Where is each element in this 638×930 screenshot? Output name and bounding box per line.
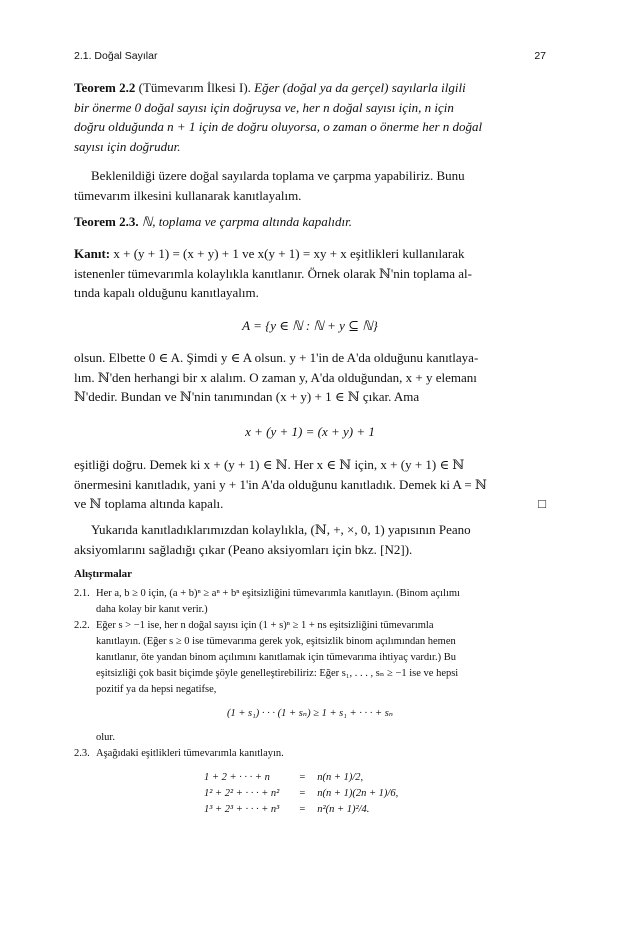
exercise-2-1-line-2: daha kolay bir kanıt verir.): [96, 604, 208, 615]
exercise-2-2-line-3: kanıtlanır, öte yandan binom açılımını kanıtlamak için tümevarıma ihtiyaç vardır.) Bu: [96, 652, 456, 663]
paragraph-2: [74, 520, 546, 559]
exercise-2-2-after-text: olur.: [96, 732, 115, 743]
proof-label: Kanıt:: [74, 246, 111, 261]
running-header: [74, 50, 546, 62]
equation-associativity: x + (y + 1) = (x + y) + 1: [245, 424, 375, 439]
identity-lhs: 1³ + 2³ + · · · + n³: [204, 804, 280, 815]
theorem-2-3-label: Teorem 2.3.: [74, 214, 139, 229]
theorem-2-2: [74, 78, 546, 156]
identity-lhs: 1 + 2 + · · · + n: [204, 772, 270, 783]
paragraph-2-line-2: aksiyomlarını sağladığı çıkar (Peano aksiyomları için bkz. [N2]).: [74, 541, 413, 557]
proof-line-3: tında kapalı olduğunu kanıtlayalım.: [74, 285, 259, 300]
exercise-2-2-line-4: eşitsizliği çok basit biçimde şöyle genelleştirebiliriz: Eğer s₁, . . . , sₙ ≥ −1 ise ve hepsi: [96, 668, 459, 679]
theorem-2-3-statement: ℕ, toplama ve çarpma altında kapalıdır.: [138, 214, 352, 229]
identity-equals: =: [299, 788, 306, 799]
exercise-2-2-line-5: pozitif ya da hepsi negatifse,: [96, 684, 217, 695]
paragraph-1-line-2: tümevarım ilkesini kullanarak kanıtlayalım.: [74, 187, 302, 203]
proof-part-2: [74, 348, 546, 407]
exercise-2-1: [74, 586, 546, 618]
proof-line-1: x + (y + 1) = (x + y) + 1 ve x(y + 1) = xy + x eşitlikleri kullanılarak: [110, 246, 465, 261]
identity-equals: =: [299, 772, 306, 783]
proof-line-6: ℕ'dedir. Bundan ve ℕ'nin tanımından (x + y) + 1 ∈ ℕ çıkar. Ama: [74, 389, 420, 404]
sum-identities-table: [204, 770, 406, 818]
exercise-2-2-line-2: kanıtlayın. (Eğer s ≥ 0 ise tümevarıma gerek yok, eşitsizlik binom açılımından hemen: [96, 636, 456, 647]
equation-set-a: A = {y ∈ ℕ : ℕ + y ⊆ ℕ}: [242, 318, 378, 333]
exercise-number: 2.2.: [74, 620, 90, 631]
identity-row: [204, 770, 406, 786]
proof-line-8: önermesini kanıtladık, yani y + 1'in A'da olduğunu kanıtladık. Demek ki A = ℕ: [74, 476, 487, 492]
proof-line-2: istenenler tümevarımla kolaylıkla kanıtlanır. Örnek olarak ℕ'nin toplama al-: [74, 265, 472, 281]
exercise-2-3: [74, 746, 546, 762]
identity-lhs: 1² + 2² + · · · + n²: [204, 788, 280, 799]
theorem-2-2-line-1: Eğer (doğal ya da gerçel) sayılarla ilgili: [250, 80, 466, 95]
identity-equals: =: [299, 804, 306, 815]
theorem-2-2-label: Teorem 2.2: [74, 80, 136, 95]
theorem-2-2-name: (Tümevarım İlkesi I).: [135, 80, 251, 95]
theorem-2-2-line-2: bir önerme 0 doğal sayısı için doğruysa ve, her n doğal sayısı için, n için: [74, 99, 454, 115]
theorem-2-2-line-4: sayısı için doğrudur.: [74, 138, 181, 154]
identity-row: [204, 802, 406, 818]
identity-rhs: n²(n + 1)²/4.: [317, 804, 370, 815]
theorem-2-2-line-3: doğru olduğunda n + 1 için de doğru oluyorsa, o zaman o önerme her n doğal: [74, 119, 483, 134]
theorem-2-3: [74, 212, 546, 232]
proof-part-1: [74, 244, 546, 303]
exercise-2-2-equation: (1 + s₁) · · · (1 + sₙ) ≥ 1 + s₁ + · · · + sₙ: [226, 708, 394, 719]
proof-part-3: [74, 455, 546, 514]
section-title: 2.1. Doğal Sayılar: [74, 50, 158, 62]
exercises-title: Alıştırmalar: [74, 568, 133, 580]
proof-line-4: olsun. Elbette 0 ∈ A. Şimdi y ∈ A olsun. y + 1'in de A'da olduğunu kanıtlaya-: [74, 350, 479, 365]
exercise-2-2-line-1: Eğer s > −1 ise, her n doğal sayısı için (1 + s)ⁿ ≥ 1 + ns eşitsizliğini tümevarımla: [96, 620, 434, 631]
exercise-number: 2.3.: [74, 748, 90, 759]
identity-rhs: n(n + 1)/2,: [317, 772, 364, 783]
identity-rhs: n(n + 1)(2n + 1)/6,: [317, 788, 399, 799]
proof-line-7: eşitliği doğru. Demek ki x + (y + 1) ∈ ℕ. Her x ∈ ℕ için, x + (y + 1) ∈ ℕ: [74, 457, 465, 472]
exercise-2-2: [74, 618, 546, 698]
exercise-2-2-after: [74, 730, 546, 746]
qed-symbol: □: [538, 496, 546, 511]
exercise-number: 2.1.: [74, 588, 90, 599]
paragraph-1-line-1: Beklenildiği üzere doğal sayılarda toplama ve çarpma yapabiliriz. Bunu: [91, 168, 465, 183]
paragraph-1: [74, 166, 546, 205]
exercise-2-1-line-1: Her a, b ≥ 0 için, (a + b)ⁿ ≥ aⁿ + bⁿ eşitsizliğini tümevarımla kanıtlayın. (Binom açılımı: [96, 588, 460, 599]
paragraph-2-line-1: Yukarıda kanıtladıklarımızdan kolaylıkla, (ℕ, +, ×, 0, 1) yapısının Peano: [91, 522, 471, 537]
exercise-2-3-line-1: Aşağıdaki eşitlikleri tümevarımla kanıtlayın.: [96, 748, 284, 759]
proof-line-9: ve ℕ toplama altında kapalı.: [74, 496, 224, 511]
identity-row: [204, 786, 406, 802]
page-number: 27: [534, 50, 546, 62]
proof-line-5: lım. ℕ'den herhangi bir x alalım. O zaman y, A'da olduğundan, x + y elemanı: [74, 369, 477, 385]
